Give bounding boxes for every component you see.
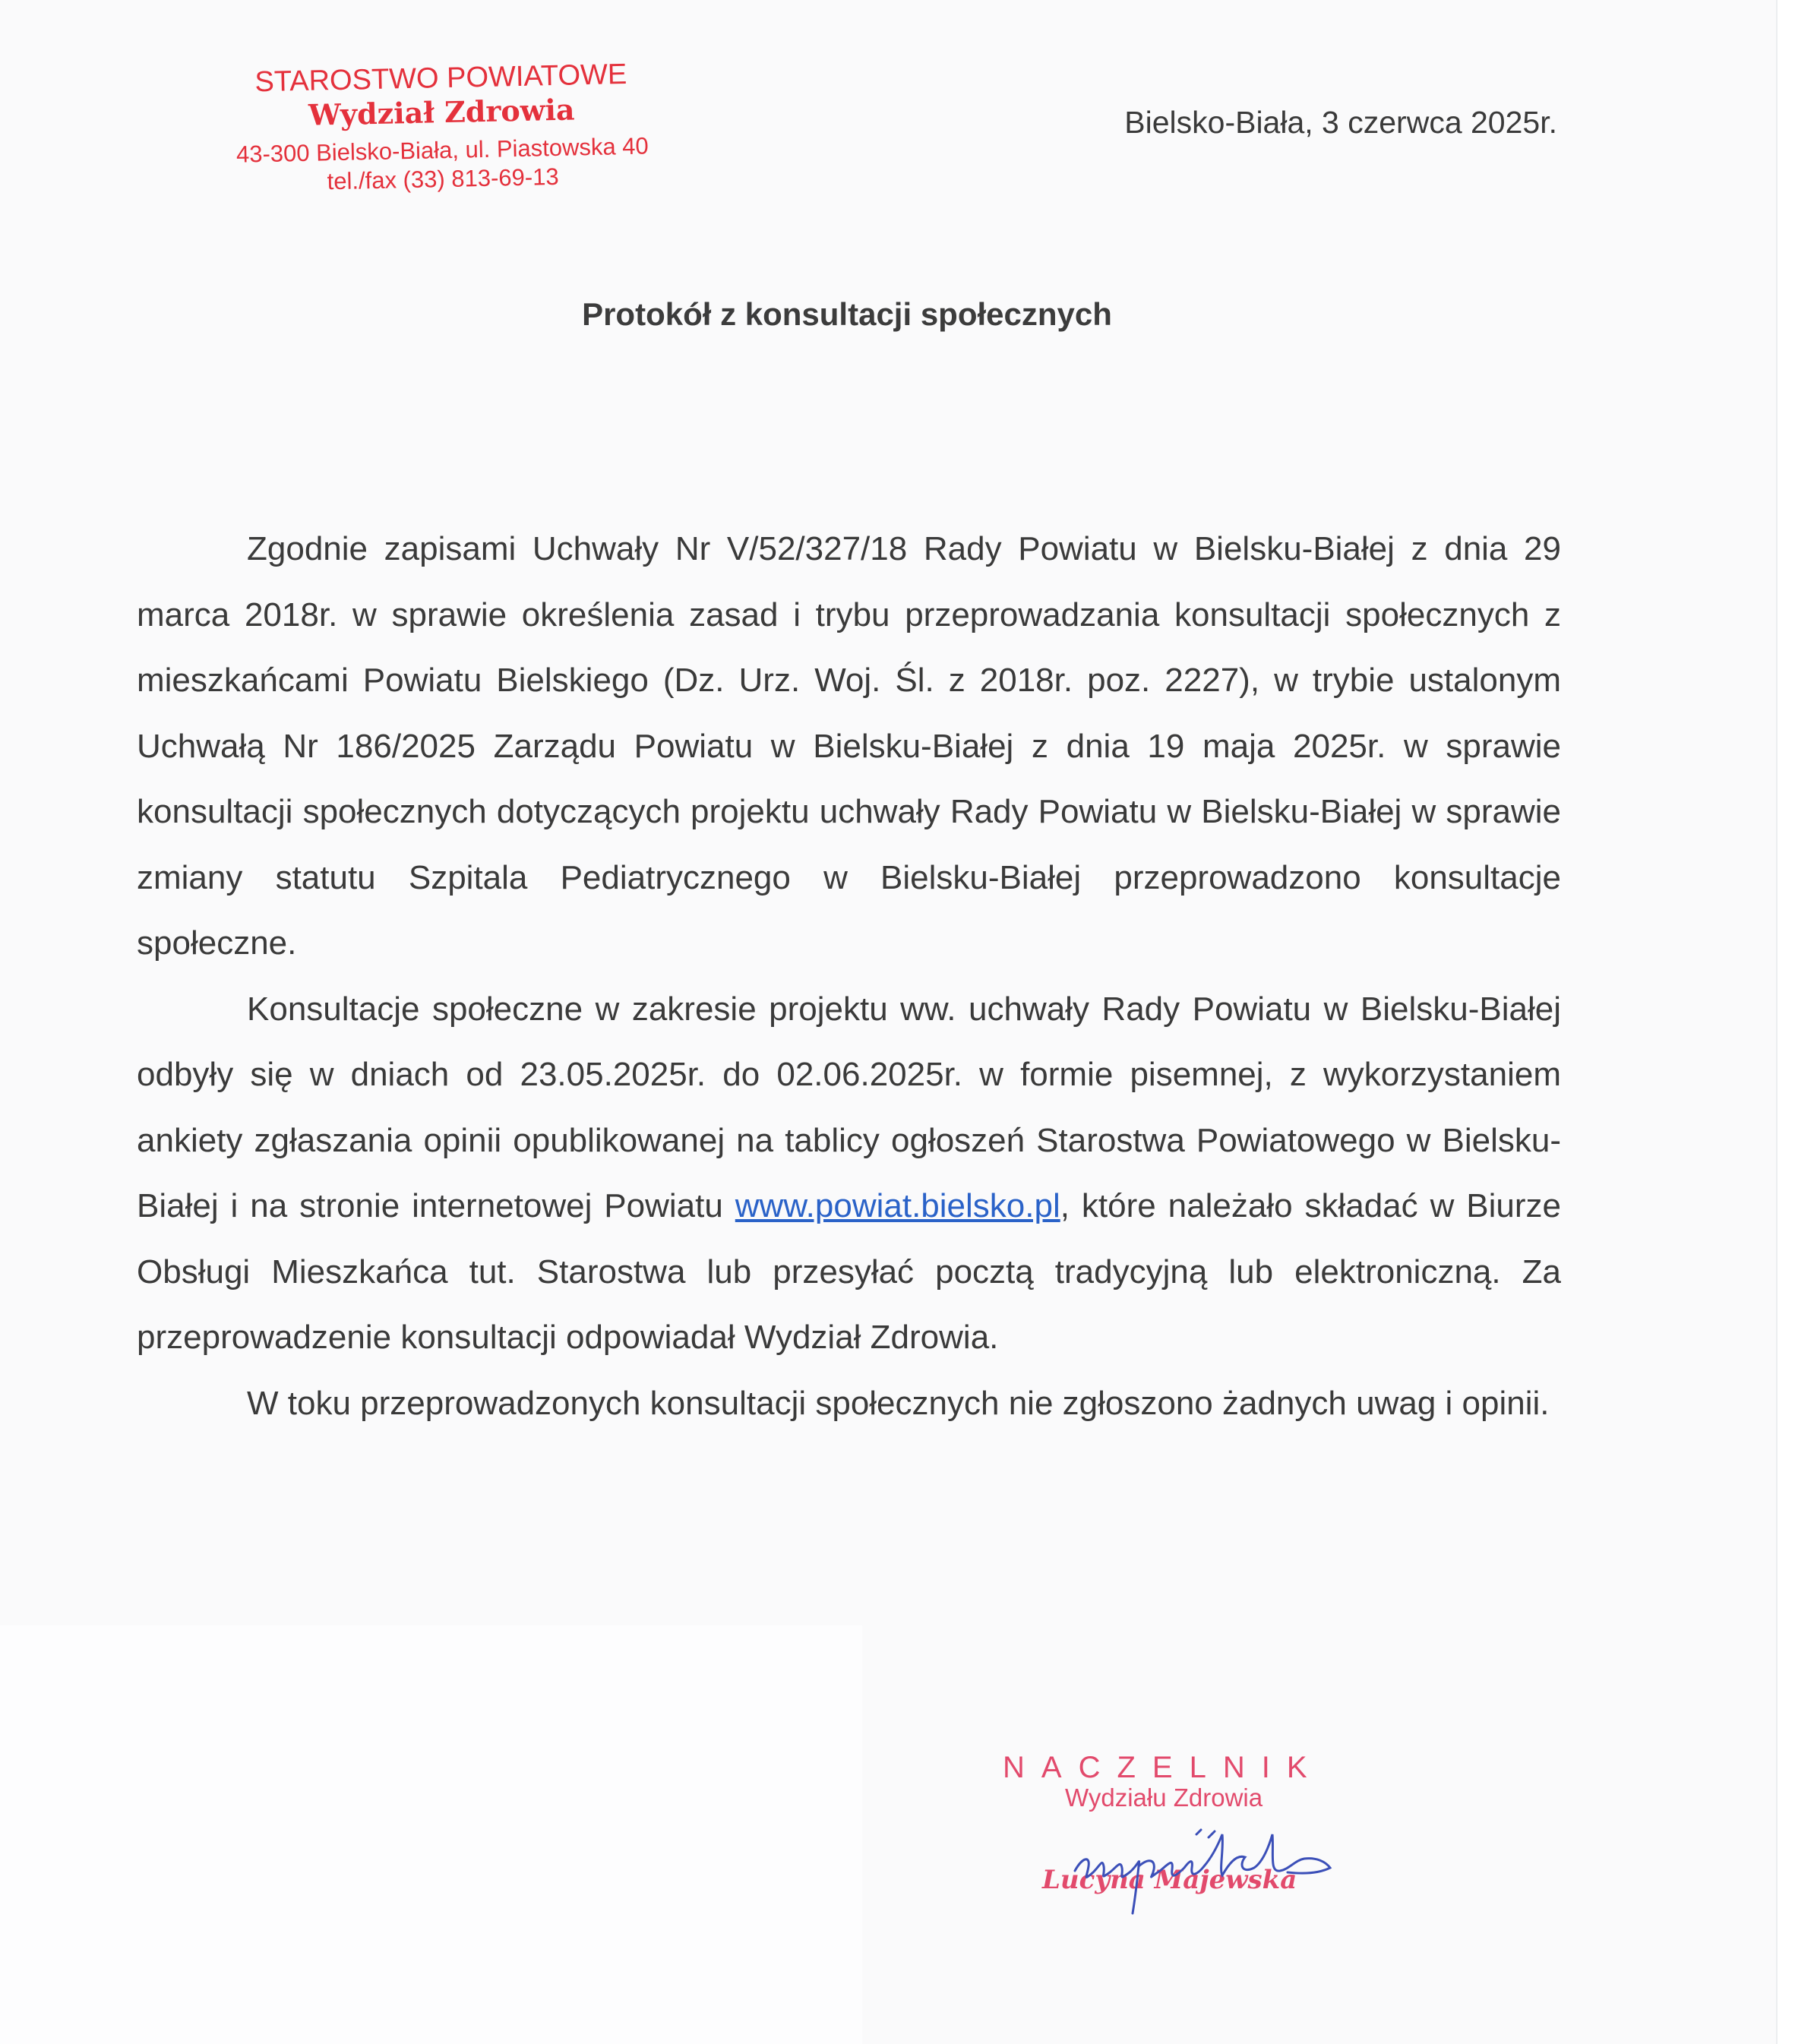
stamp-department: Wydział Zdrowia	[308, 92, 575, 132]
paragraph-result: W toku przeprowadzonych konsultacji społecznych nie zgłoszono żadnych uwag i opinii.	[247, 1384, 1550, 1422]
paragraph-text: Konsultacje społeczne w zakresie projektu ww. uchwały Rady Powiatu w Bielsku-Białej odbyły się w dniach od 23.05.2025r. do 02.06.2025r. w formie pisemnej, z wykorzystaniem ankiety zgłaszania opinii opublikowanej na tablicy ogłoszeń Starostwa Powiatowego w Bielsku-Białej i na stronie internetowej Powiatu	[137, 990, 1561, 1224]
document-title: Protokół z konsultacji społecznych	[582, 296, 1112, 332]
stamp-office-name: STAROSTWO POWIATOWE	[254, 58, 627, 99]
document-date: Bielsko-Biała, 3 czerwca 2025r.	[1124, 105, 1557, 140]
signature-stamp-title: NACZELNIK	[1003, 1751, 1324, 1784]
handwritten-signature	[1060, 1812, 1379, 1926]
paragraph-text: , które należało składać w Biurze Obsługi Mieszkańca tut. Starostwa lub przesyłać pocztą tradycyjną lub elektroniczną. Za przeprowadzenie konsultacji odpowiadał Wydział Zdrowia.	[137, 1187, 1562, 1356]
stamp-phone: tel./fax (33) 813-69-13	[327, 163, 559, 195]
website-link[interactable]: www.powiat.bielsko.pl	[735, 1187, 1060, 1224]
page-edge	[1776, 0, 1795, 2044]
document-page-lower-overlay	[0, 1625, 862, 2044]
paragraph-consultation-details	[137, 977, 1561, 1371]
office-stamp	[228, 58, 656, 197]
stamp-address: 43-300 Bielsko-Biała, ul. Piastowska 40	[235, 132, 649, 168]
document-body	[137, 517, 1561, 1436]
paragraph-legal-basis: Zgodnie zapisami Uchwały Nr V/52/327/18 Rady Powiatu w Bielsku-Białej z dnia 29 marca 2018r. w sprawie określenia zasad i trybu przeprowadzania konsultacji społecznych z mieszkańcami Powiatu Bielskiego (Dz. Urz. Woj. Śl. z 2018r. poz. 2227), w trybie ustalonym Uchwałą Nr 186/2025 Zarządu Powiatu w Bielsku-Białej z dnia 19 maja 2025r. w sprawie konsultacji społecznych dotyczących projektu uchwały Rady Powiatu w Bielsku-Białej w sprawie zmiany statutu Szpitala Pediatrycznego w Bielsku-Białej przeprowadzono konsultacje społeczne.	[137, 530, 1561, 962]
signature-stamp-department: Wydziału Zdrowia	[1065, 1783, 1263, 1812]
signature-stamp-name: Lucyna Majewska	[1042, 1865, 1297, 1895]
